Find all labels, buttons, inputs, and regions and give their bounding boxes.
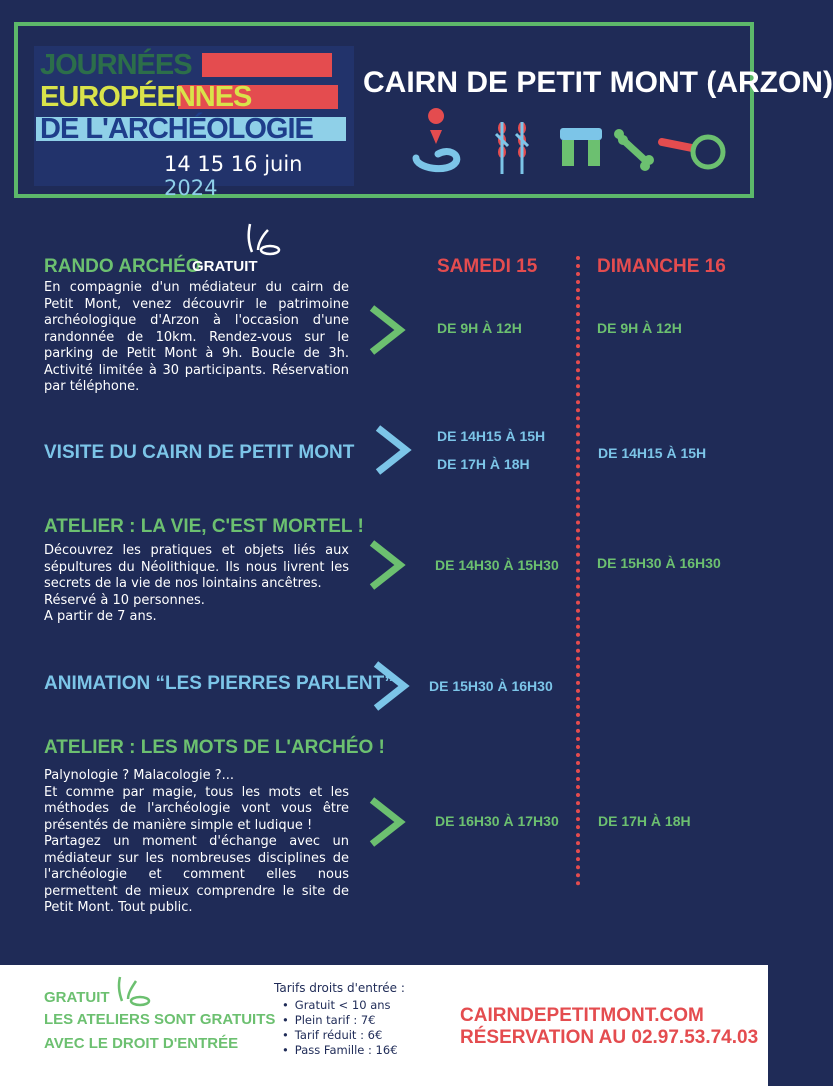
description-text: Réservé à 10 personnes. — [44, 592, 205, 608]
time-slot: DE 14H30 À 15H30 — [435, 557, 559, 573]
logo-line-3: DE L'ARCHÉOLOGIE — [40, 113, 313, 145]
time-slot: DE 17H À 18H — [598, 813, 691, 829]
dolmen-icon — [558, 118, 604, 176]
chevron-right-icon — [366, 539, 406, 591]
site-title: CAIRN DE PETIT MONT (ARZON) — [363, 66, 833, 99]
chevron-right-icon — [366, 796, 406, 848]
logo-line-2: EUROPÉENNES — [40, 81, 252, 113]
activity-title-visite: VISITE DU CAIRN DE PETIT MONT — [44, 442, 355, 463]
time-slot: DE 14H15 À 15H — [437, 428, 546, 444]
reservation-phone[interactable]: RÉSERVATION AU 02.97.53.74.03 — [460, 1027, 759, 1048]
tarifs-list — [282, 998, 398, 1058]
magnifier-icon — [658, 118, 728, 176]
event-year: 2024 — [164, 176, 218, 200]
activity-description-rando: En compagnie d'un médiateur du cairn de Petit Mont, venez découvrir le patrimoine archéologique d'Arzon à l'occasion d'une randonnée de 10km. Rendez-vous sur le parking de Petit Mont à 9h. Boucle de 3h. Activité limitée à 30 participants. Réservation par téléphone. — [44, 280, 349, 394]
time-slot: DE 15H30 À 16H30 — [597, 555, 721, 571]
header-frame — [14, 22, 833, 200]
event-dates — [164, 152, 354, 200]
time-slot: DE 15H30 À 16H30 — [429, 678, 553, 694]
description-text: A partir de 7 ans. — [44, 609, 157, 624]
event-logo — [34, 46, 354, 200]
chevron-right-icon — [372, 424, 412, 476]
time-slot: DE 16H30 À 17H30 — [435, 813, 559, 829]
activity-description-atelier-vie — [44, 543, 349, 626]
chevron-right-icon — [366, 304, 406, 356]
map-pin-icon — [408, 118, 468, 176]
website-link[interactable]: CAIRNDEPETITMONT.COM — [460, 1005, 704, 1026]
free-tag: GRATUIT — [192, 258, 258, 275]
sparkle-icon — [240, 220, 284, 260]
logo-line-1: JOURNÉES — [40, 49, 192, 81]
activity-title-atelier-mots: ATELIER : LES MOTS DE L'ARCHÉO ! — [44, 737, 385, 758]
icon-row — [408, 118, 728, 178]
description-text: Et comme par magie, tous les mots et les méthodes de l'archéologie vont vous être présentés de manière simple et ludique ! — [44, 784, 349, 833]
free-workshops-text: AVEC LE DROIT D'ENTRÉE — [44, 1035, 239, 1052]
tarif-item: • Plein tarif : 7€ — [282, 1013, 398, 1028]
description-text: Partagez un moment d'échange avec un médiateur sur les nombreuses disciplines de l'archéologie et comment elles nous permettent de mieux comprendre le site de Petit Mont. Tout public. — [44, 834, 349, 915]
chevron-right-icon — [370, 660, 410, 712]
activity-title-animation: ANIMATION “LES PIERRES PARLENT” — [44, 673, 394, 694]
tarifs-title: Tarifs droits d'entrée : — [274, 981, 405, 995]
time-slot: DE 9H À 12H — [437, 320, 522, 336]
time-slot: DE 14H15 À 15H — [598, 445, 707, 461]
activity-title-rando: RANDO ARCHÉO — [44, 256, 201, 277]
tarif-item: • Tarif réduit : 6€ — [282, 1028, 398, 1043]
activity-title-atelier-vie: ATELIER : LA VIE, C'EST MORTEL ! — [44, 516, 364, 537]
column-header-sunday: DIMANCHE 16 — [597, 256, 726, 277]
time-slot: DE 9H À 12H — [597, 320, 682, 336]
wheat-icon — [490, 118, 540, 176]
activity-description-atelier-mots — [44, 768, 349, 917]
time-slot: DE 17H À 18H — [437, 456, 530, 472]
free-label: GRATUIT — [44, 989, 110, 1006]
description-text: Découvrez les pratiques et objets liés aux sépultures du Néolithique. Ils nous livrent les secrets de la vie de nos lointains ancêtres. — [44, 543, 349, 591]
free-workshops-text: LES ATELIERS SONT GRATUITS — [44, 1011, 276, 1028]
tarif-item: • Gratuit < 10 ans — [282, 998, 398, 1013]
bone-icon — [613, 118, 655, 176]
description-text: Palynologie ? Malacologie ?... — [44, 768, 235, 783]
event-days: 14 15 16 juin — [164, 152, 303, 176]
column-header-saturday: SAMEDI 15 — [437, 256, 538, 277]
logo-strip-red — [202, 53, 332, 77]
sparkle-icon — [112, 973, 152, 1009]
footer — [0, 965, 768, 1086]
column-divider — [576, 256, 580, 886]
tarif-item: • Pass Famille : 16€ — [282, 1043, 398, 1058]
